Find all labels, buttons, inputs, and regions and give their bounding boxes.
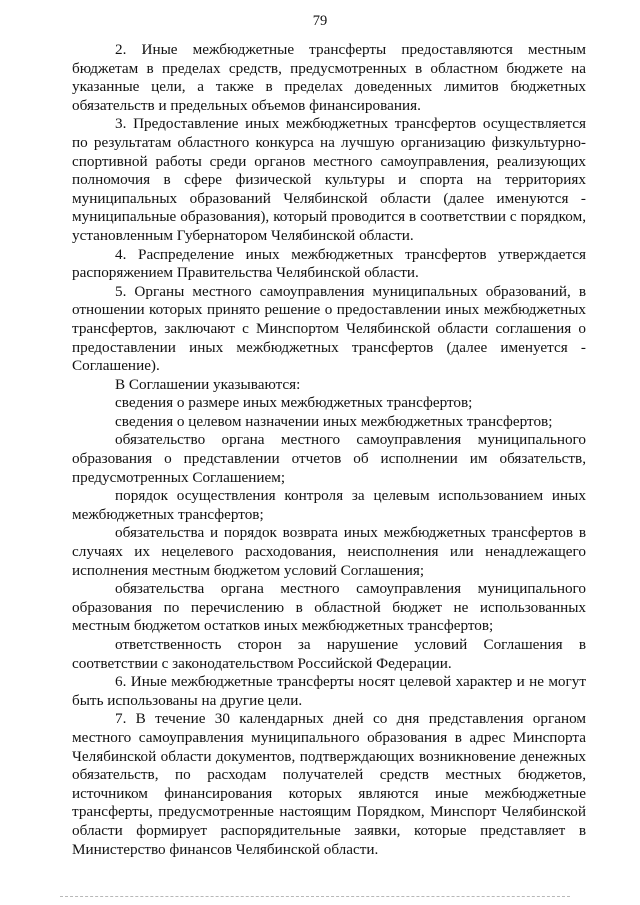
agreement-item-liability: ответственность сторон за нарушение условий Соглашения в соответствии с законодательством Российской Федерации.	[72, 636, 586, 672]
paragraph-7-payment-requests: 7. В течение 30 календарных дней со дня представления органом местного самоуправления муниципального образования в адрес Минспорта Челябинской области документов, подтверждающих возникновение денежных обязательств, по расходам получателей средств местных бюджетов, источником финансирования которых являются иные межбюджетные трансферты, предусмотренные настоящим Порядком, Минспорт Челябинской области формирует распорядительные заявки, которые представляет в Министерство финансов Челябинской области.	[72, 710, 586, 858]
agreement-item-refund: обязательства и порядок возврата иных межбюджетных трансфертов в случаях их нецелевого расходования, неисполнения или ненадлежащего исполнения местным бюджетом условий Соглашения;	[72, 524, 586, 579]
paragraph-2-transfers-limits: 2. Иные межбюджетные трансферты предоставляются местным бюджетам в пределах средств, предусмотренных в областном бюджете на указанные цели, а также в пределах доведенных лимитов бюджетных обязательств и предельных объемов финансирования.	[72, 41, 586, 114]
scan-bottom-edge	[60, 896, 570, 897]
paragraph-5-agreements: 5. Органы местного самоуправления муниципальных образований, в отношении которых принято решение о предоставлении иных межбюджетных трансфертов, заключают с Минспортом Челябинской области соглашения о предоставлении иных межбюджетных трансфертов (далее именуется - Соглашение).	[72, 282, 586, 375]
agreement-item-amount: сведения о размере иных межбюджетных трансфертов;	[115, 394, 473, 412]
agreement-item-purpose: сведения о целевом назначении иных межбюджетных трансфертов;	[115, 412, 553, 430]
agreement-item-reporting: обязательство органа местного самоуправления муниципального образования о представлении отчетов об исполнении им обязательств, предусмотренных Соглашением;	[72, 431, 586, 486]
page-number: 79	[312, 13, 328, 29]
paragraph-3-competition: 3. Предоставление иных межбюджетных трансфертов осуществляется по результатам областного конкурса на лучшую организацию физкультурно-спортивной работы среди органов местного самоуправления, реализующих полномочия в сфере физической культуры и спорта на территориях муниципальных образований Челябинской области (далее именуются - муниципальные образования), который проводится в соответствии с порядком, установленным Губернатором Челябинской области.	[72, 115, 586, 244]
document-body	[72, 41, 586, 859]
agreement-item-remainders: обязательства органа местного самоуправления муниципального образования по перечислению в областной бюджет не использованных местным бюджетом остатков иных межбюджетных трансфертов;	[72, 580, 586, 635]
paragraph-4-distribution: 4. Распределение иных межбюджетных трансфертов утверждается распоряжением Правительства Челябинской области.	[72, 245, 586, 282]
agreement-intro: В Соглашении указываются:	[115, 375, 301, 393]
paragraph-6-targeted: 6. Иные межбюджетные трансферты носят целевой характер и не могут быть использованы на другие цели.	[72, 673, 586, 709]
agreement-item-control: порядок осуществления контроля за целевым использованием иных межбюджетных трансфертов;	[72, 487, 586, 523]
